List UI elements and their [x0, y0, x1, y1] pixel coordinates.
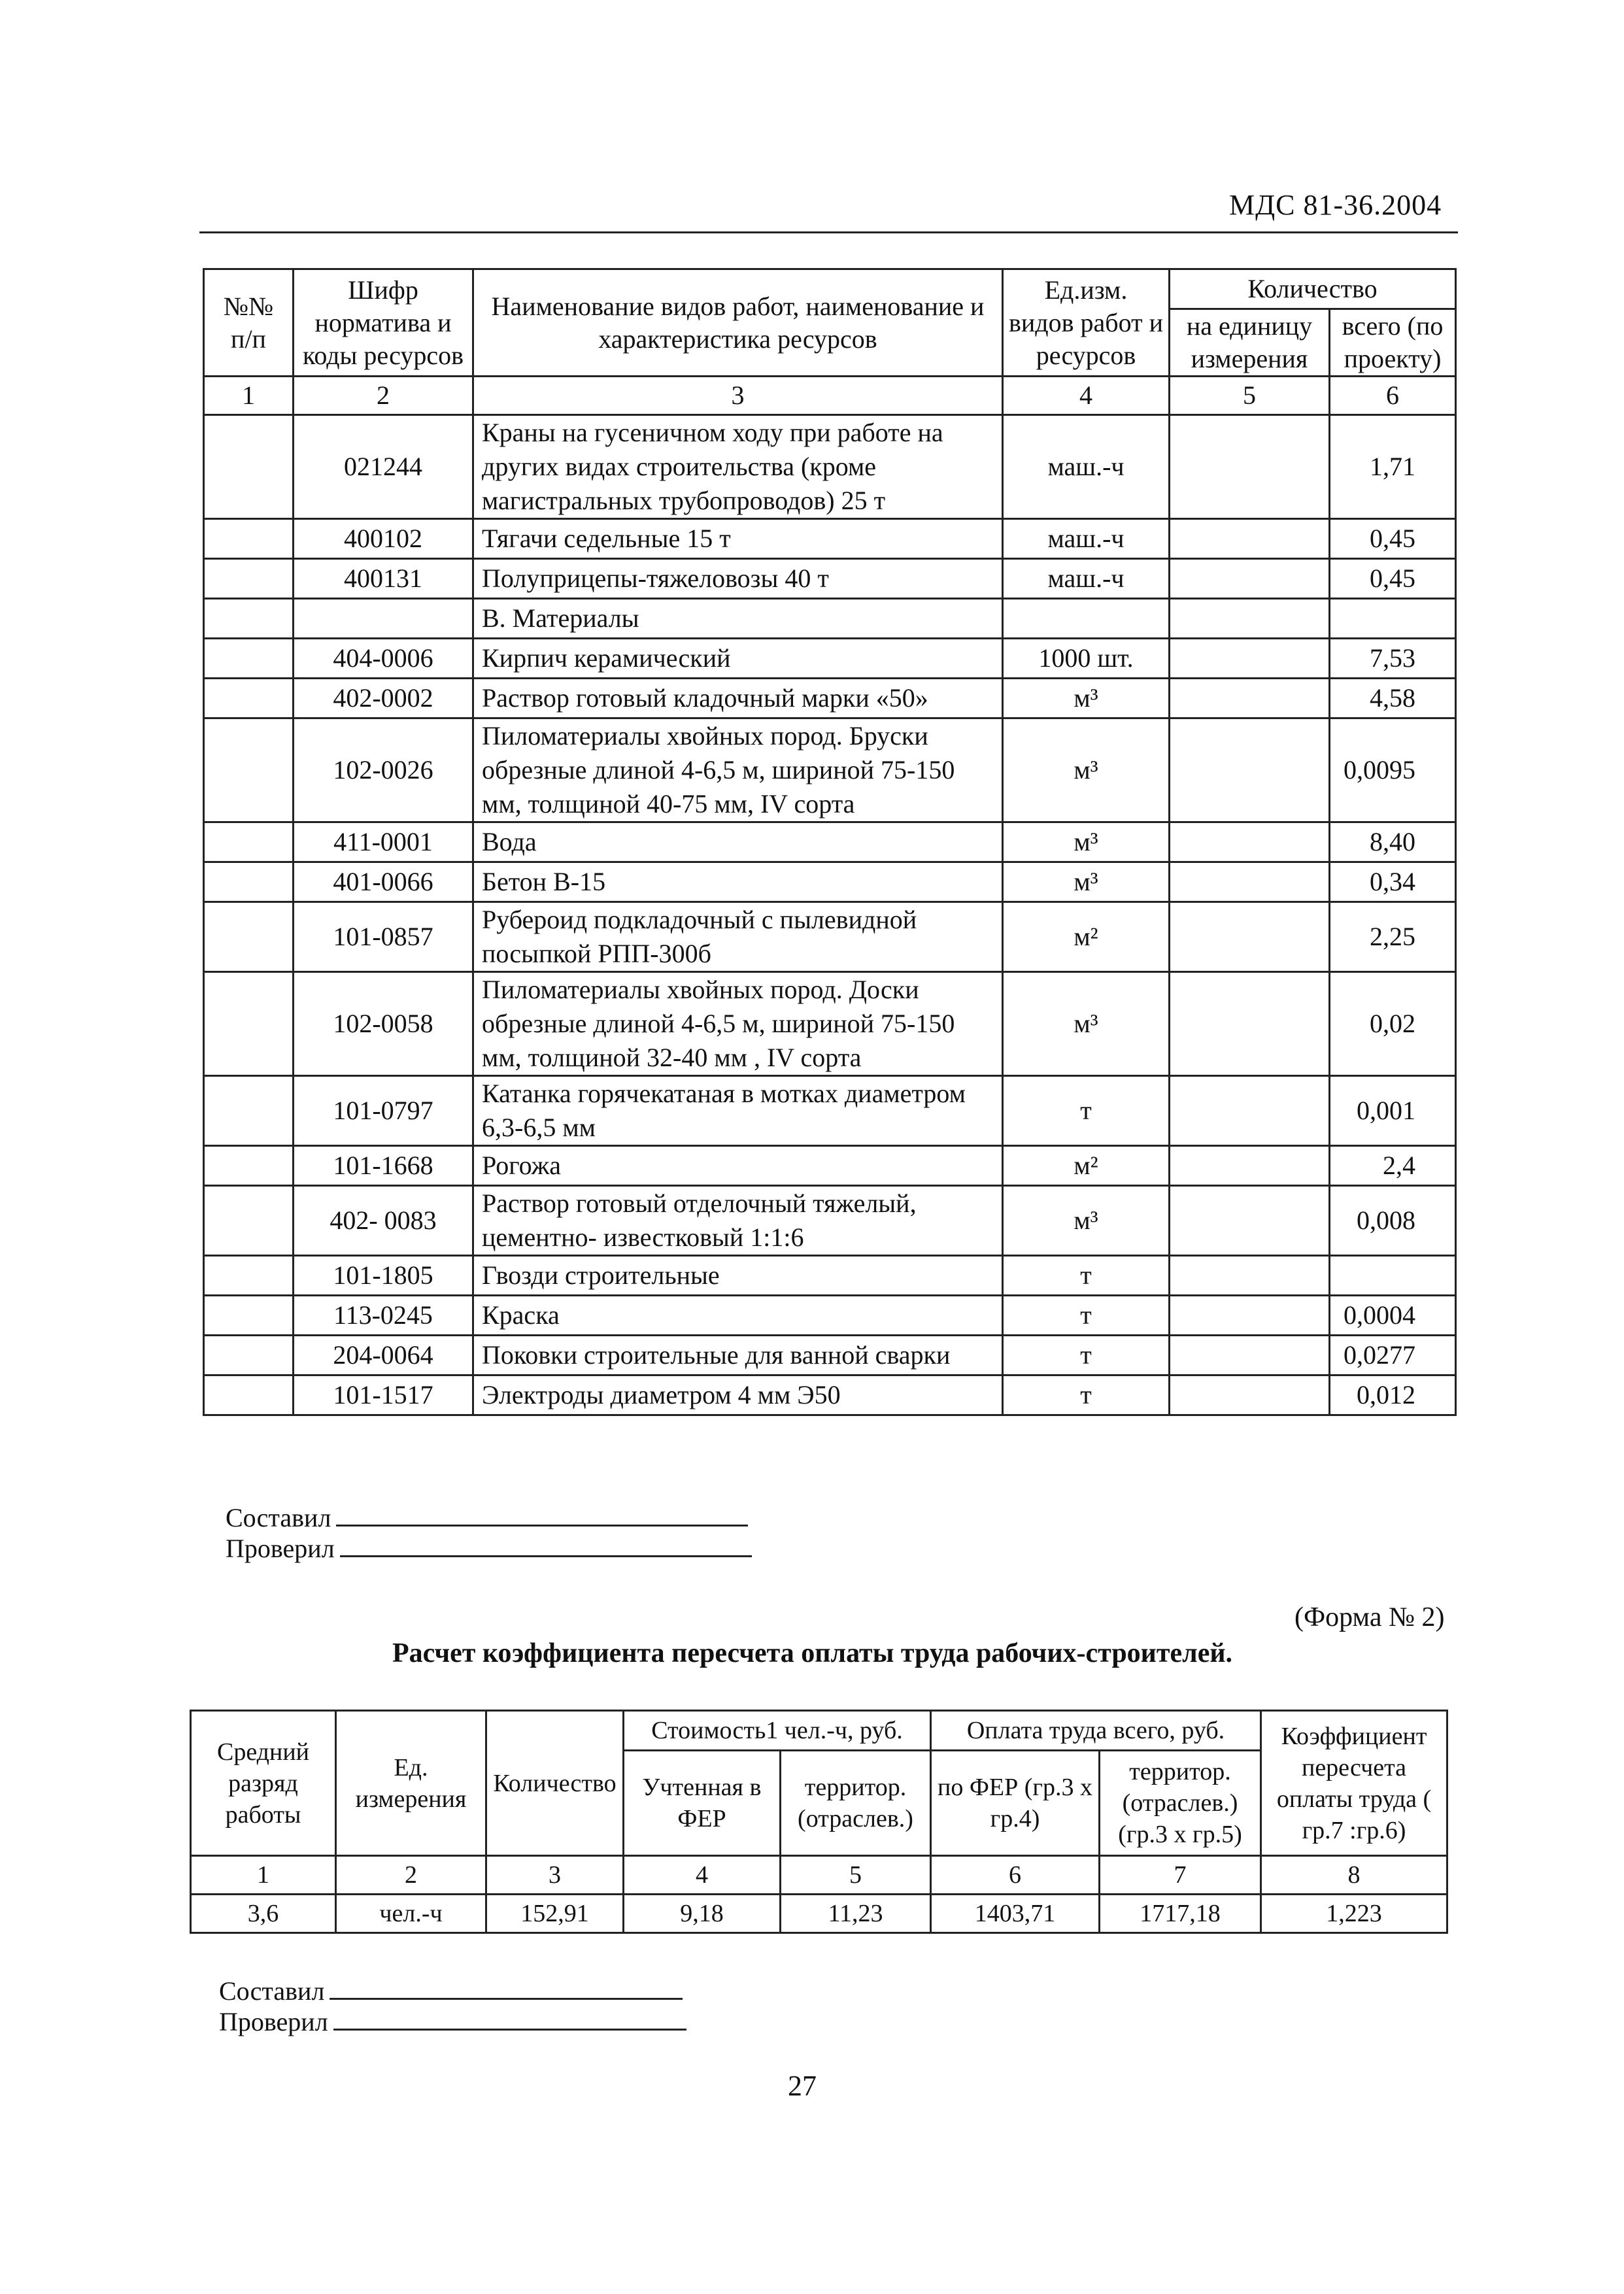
resource-code: 113-0245	[294, 1296, 473, 1336]
signature-label: Проверил	[219, 2007, 328, 2036]
resource-total: 0,45	[1330, 559, 1456, 599]
resource-name: Пиломатериалы хвойных пород. Бруски обрезные длиной 4-6,5 м, шириной 75-150 мм, толщиной 40-75 мм, IV сорта	[473, 718, 1003, 822]
resource-name: Рубероид подкладочный с пылевидной посыпкой РПП-300б	[473, 902, 1003, 972]
resource-name: Поковки строительные для ванной сварки	[473, 1336, 1003, 1375]
table-row	[204, 1256, 1456, 1296]
resource-name: Кирпич керамический	[473, 639, 1003, 679]
signature-checked	[219, 2006, 686, 2037]
resource-name: Рогожа	[473, 1146, 1003, 1186]
resource-code	[294, 599, 473, 639]
col-number: 6	[1330, 377, 1456, 415]
table-row	[204, 1146, 1456, 1186]
col-header-num: №№ п/п	[204, 269, 294, 377]
resource-code: 102-0058	[294, 972, 473, 1076]
table-row	[204, 559, 1456, 599]
signature-compiled	[219, 1976, 686, 2006]
resource-total: 2,25	[1330, 902, 1456, 972]
resource-name: Тягачи седельные 15 т	[473, 519, 1003, 559]
table-row	[204, 902, 1456, 972]
cell-pay-fer: 1403,71	[931, 1895, 1100, 1933]
resource-total: 0,001	[1330, 1076, 1456, 1146]
col-header-pay-fer: по ФЕР (гр.3 х гр.4)	[931, 1751, 1100, 1856]
resource-name: Бетон В-15	[473, 862, 1003, 902]
col-number: 3	[473, 377, 1003, 415]
resource-total: 4,58	[1330, 679, 1456, 718]
table-row	[204, 1375, 1456, 1415]
signature-checked	[226, 1533, 752, 1564]
resource-unit: м³	[1003, 862, 1170, 902]
resource-total: 0,0095	[1330, 718, 1456, 822]
col-header-unit: Ед.изм. видов работ и ресурсов	[1003, 269, 1170, 377]
table-row	[204, 1186, 1456, 1256]
resource-code: 204-0064	[294, 1336, 473, 1375]
resource-unit: т	[1003, 1076, 1170, 1146]
resource-total: 1,71	[1330, 415, 1456, 519]
col-header-unit: Ед. измерения	[336, 1711, 486, 1856]
resource-code: 101-0857	[294, 902, 473, 972]
col-header-cost-terr: территор. (отраслев.)	[781, 1751, 931, 1856]
signature-label: Составил	[226, 1503, 331, 1532]
col-header-pay-group: Оплата труда всего, руб.	[931, 1711, 1261, 1751]
col-header-code: Шифр норматива и коды ресурсов	[294, 269, 473, 377]
resource-total: 0,34	[1330, 862, 1456, 902]
resource-unit: м³	[1003, 718, 1170, 822]
col-number: 4	[624, 1856, 781, 1895]
col-number: 6	[931, 1856, 1100, 1895]
signature-label: Проверил	[226, 1534, 335, 1563]
resource-total: 0,0277	[1330, 1336, 1456, 1375]
col-header-total: всего (по проекту)	[1330, 309, 1456, 377]
resource-code: 400131	[294, 559, 473, 599]
coefficient-table	[190, 1710, 1448, 1934]
col-number: 1	[204, 377, 294, 415]
section-heading: В. Материалы	[473, 599, 1003, 639]
resource-unit: т	[1003, 1256, 1170, 1296]
resource-code: 101-1517	[294, 1375, 473, 1415]
resource-unit: т	[1003, 1296, 1170, 1336]
resource-total	[1330, 1256, 1456, 1296]
col-number: 8	[1261, 1856, 1447, 1895]
resource-unit: м³	[1003, 1186, 1170, 1256]
cell-cost-terr: 11,23	[781, 1895, 931, 1933]
col-header-quantity: Количество	[486, 1711, 624, 1856]
col-number: 3	[486, 1856, 624, 1895]
resource-total: 8,40	[1330, 822, 1456, 862]
col-number: 5	[1170, 377, 1330, 415]
col-header-name: Наименование видов работ, наименование и характеристика ресурсов	[473, 269, 1003, 377]
resource-name: Электроды диаметром 4 мм Э50	[473, 1375, 1003, 1415]
resource-total: 2,4	[1330, 1146, 1456, 1186]
table-row	[191, 1895, 1447, 1933]
table-row	[204, 679, 1456, 718]
col-header-quantity: Количество	[1170, 269, 1456, 309]
resource-unit: т	[1003, 1375, 1170, 1415]
signature-line	[330, 1998, 683, 2000]
resource-code: 102-0026	[294, 718, 473, 822]
table-row	[204, 1076, 1456, 1146]
signature-line	[336, 1525, 748, 1527]
col-number: 7	[1100, 1856, 1261, 1895]
signature-line	[333, 2029, 686, 2031]
resource-code: 402-0002	[294, 679, 473, 718]
table-row	[204, 822, 1456, 862]
resource-total: 0,45	[1330, 519, 1456, 559]
signature-block-1	[226, 1502, 752, 1564]
resource-total: 0,0004	[1330, 1296, 1456, 1336]
resource-unit: маш.-ч	[1003, 559, 1170, 599]
resource-code: 404-0006	[294, 639, 473, 679]
form-label: (Форма № 2)	[1294, 1602, 1445, 1632]
resource-name: Гвозди строительные	[473, 1256, 1003, 1296]
col-header-grade: Средний разряд работы	[191, 1711, 336, 1856]
resource-code: 101-1668	[294, 1146, 473, 1186]
cell-quantity: 152,91	[486, 1895, 624, 1933]
resource-name: Катанка горячекатаная в мотках диаметром 6,3-6,5 мм	[473, 1076, 1003, 1146]
resource-total: 0,012	[1330, 1375, 1456, 1415]
resource-code: 402- 0083	[294, 1186, 473, 1256]
resource-unit: маш.-ч	[1003, 415, 1170, 519]
form2-title: Расчет коэффициента пересчета оплаты труда рабочих-строителей.	[392, 1638, 1233, 1668]
resource-name: Раствор готовый отделочный тяжелый, цементно- известковый 1:1:6	[473, 1186, 1003, 1256]
resource-code: 021244	[294, 415, 473, 519]
resource-name: Раствор готовый кладочный марки «50»	[473, 679, 1003, 718]
col-header-cost-fer: Учтенная в ФЕР	[624, 1751, 781, 1856]
col-header-pay-terr: территор. (отраслев.) (гр.3 х гр.5)	[1100, 1751, 1261, 1856]
resource-unit: маш.-ч	[1003, 519, 1170, 559]
col-number: 2	[336, 1856, 486, 1895]
resource-name: Краска	[473, 1296, 1003, 1336]
table-row	[204, 862, 1456, 902]
resource-code: 401-0066	[294, 862, 473, 902]
resource-unit	[1003, 599, 1170, 639]
page-number: 27	[788, 2070, 817, 2102]
resource-name: Вода	[473, 822, 1003, 862]
resource-code: 101-1805	[294, 1256, 473, 1296]
resource-name: Пиломатериалы хвойных пород. Доски обрезные длиной 4-6,5 м, шириной 75-150 мм, толщиной 32-40 мм , IV сорта	[473, 972, 1003, 1076]
table-row	[204, 1296, 1456, 1336]
table-row	[204, 972, 1456, 1076]
signature-compiled	[226, 1502, 752, 1533]
resource-total	[1330, 599, 1456, 639]
col-number: 2	[294, 377, 473, 415]
col-number: 4	[1003, 377, 1170, 415]
col-header-cost-group: Стоимость1 чел.-ч, руб.	[624, 1711, 931, 1751]
cell-unit: чел.-ч	[336, 1895, 486, 1933]
signature-label: Составил	[219, 1976, 325, 2006]
cell-grade: 3,6	[191, 1895, 336, 1933]
resource-unit: м³	[1003, 679, 1170, 718]
table-row	[204, 415, 1456, 519]
table-row	[204, 599, 1456, 639]
resource-total: 0,008	[1330, 1186, 1456, 1256]
header-rule	[199, 231, 1458, 233]
table-row	[204, 519, 1456, 559]
resources-table	[203, 268, 1457, 1416]
resource-unit: м³	[1003, 822, 1170, 862]
cell-pay-terr: 1717,18	[1100, 1895, 1261, 1933]
col-header-per-unit: на единицу измерения	[1170, 309, 1330, 377]
resource-unit: м²	[1003, 1146, 1170, 1186]
document-code: МДС 81-36.2004	[1229, 189, 1442, 221]
col-number: 1	[191, 1856, 336, 1895]
cell-cost-fer: 9,18	[624, 1895, 781, 1933]
table-row	[204, 718, 1456, 822]
resource-unit: м²	[1003, 902, 1170, 972]
signature-line	[340, 1555, 752, 1557]
resource-name: Краны на гусеничном ходу при работе на других видах строительства (кроме магистральных трубопроводов) 25 т	[473, 415, 1003, 519]
resource-code: 400102	[294, 519, 473, 559]
col-number: 5	[781, 1856, 931, 1895]
resource-total: 7,53	[1330, 639, 1456, 679]
resource-code: 411-0001	[294, 822, 473, 862]
resource-unit: т	[1003, 1336, 1170, 1375]
col-header-coefficient: Коэффициент пересчета оплаты труда ( гр.7 :гр.6)	[1261, 1711, 1447, 1856]
signature-block-2	[219, 1976, 686, 2037]
resource-code: 101-0797	[294, 1076, 473, 1146]
table-row	[204, 1336, 1456, 1375]
resource-unit: м³	[1003, 972, 1170, 1076]
resource-total: 0,02	[1330, 972, 1456, 1076]
cell-coefficient: 1,223	[1261, 1895, 1447, 1933]
resource-unit: 1000 шт.	[1003, 639, 1170, 679]
table-row	[204, 639, 1456, 679]
resource-name: Полуприцепы-тяжеловозы 40 т	[473, 559, 1003, 599]
